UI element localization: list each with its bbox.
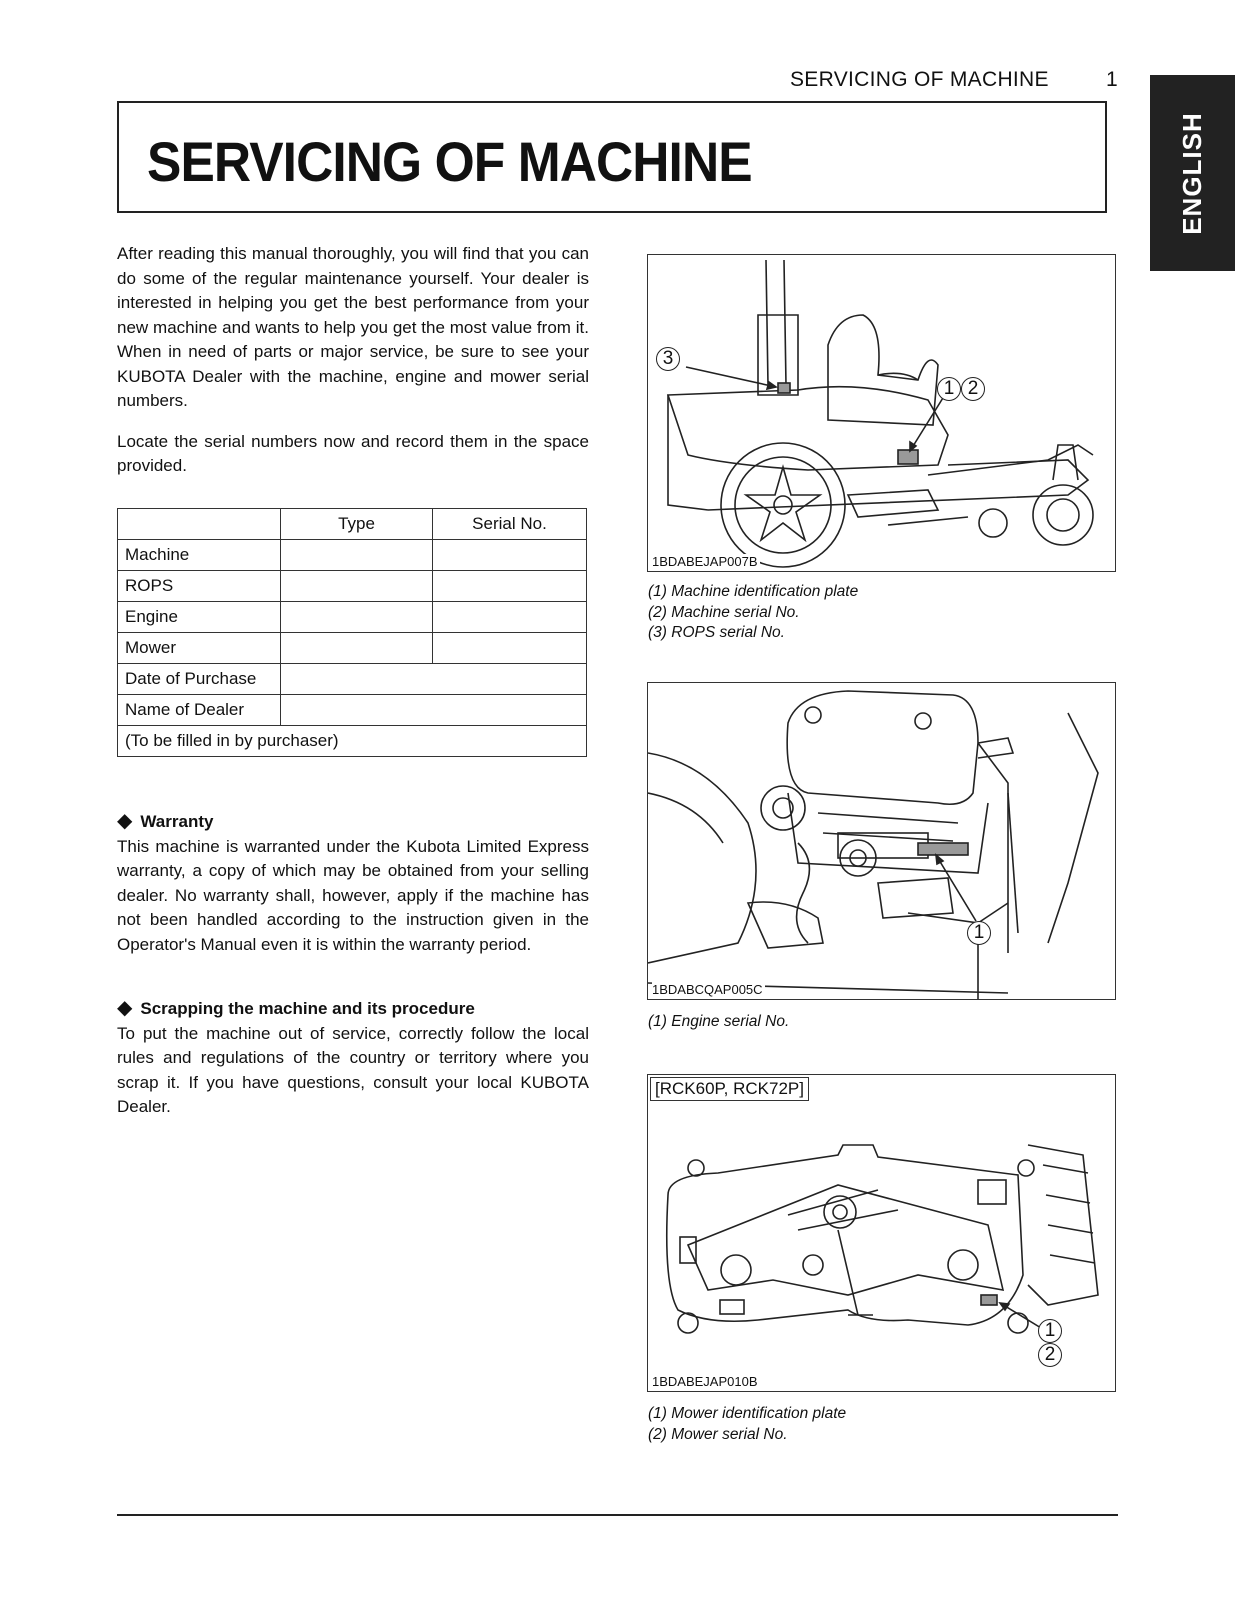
machine-serial-cell[interactable]: [433, 540, 587, 571]
running-title: SERVICING OF MACHINE: [790, 68, 1049, 91]
scrapping-heading-text: Scrapping the machine and its procedure: [140, 999, 475, 1018]
callout-2: 2: [1038, 1343, 1062, 1367]
figure-mower-caption: [648, 1404, 846, 1445]
callout-2: 2: [961, 377, 985, 401]
scrapping-heading: [117, 996, 589, 1022]
figure-mower: [647, 1074, 1116, 1392]
table-row: [118, 695, 587, 726]
figure-code: 1BDABEJAP010B: [652, 1374, 758, 1389]
caption-line: (2) Machine serial No.: [648, 603, 800, 621]
footer-rule: [117, 1514, 1118, 1516]
mower-serial-cell[interactable]: [433, 633, 587, 664]
callout-1: 1: [967, 921, 991, 945]
model-tag: [RCK60P, RCK72P]: [650, 1077, 809, 1101]
page-number: 1: [1106, 68, 1118, 91]
warranty-heading: [117, 809, 589, 835]
row-label-date: Date of Purchase: [118, 664, 281, 695]
diamond-bullet-icon: ◆: [117, 810, 133, 832]
dealer-name-cell[interactable]: [281, 695, 587, 726]
table-header-row: [118, 509, 587, 540]
table-row: [118, 726, 587, 757]
running-header: [790, 68, 1118, 92]
machine-illustration: [648, 255, 1116, 572]
column-header-type: Type: [281, 509, 433, 540]
callout-1: 1: [937, 377, 961, 401]
warranty-body: This machine is warranted under the Kubota Limited Express warranty, a copy of which may be obtained from your selling dealer. No warranty shall, however, apply if the machine has not been handled according to the instruction given in the Operator's Manual even it is within the warranty period.: [117, 836, 589, 954]
figure-code: 1BDABEJAP007B: [652, 554, 758, 569]
figure-engine: [647, 682, 1116, 1000]
rops-serial-cell[interactable]: [433, 571, 587, 602]
intro-paragraph-2: Locate the serial numbers now and record them in the space provided.: [117, 431, 589, 475]
warranty-heading-text: Warranty: [140, 812, 214, 831]
callout-3: 3: [656, 347, 680, 371]
row-label-mower: Mower: [118, 633, 281, 664]
mower-type-cell[interactable]: [281, 633, 433, 664]
table-row: [118, 540, 587, 571]
engine-illustration: [648, 683, 1116, 1000]
table-row: [118, 571, 587, 602]
intro-paragraph-1: After reading this manual thoroughly, you will find that you can do some of the regular maintenance yourself. Your dealer is interested in helping you get the best performance from your new machine and wants to help you get the most value from it. When in need of parts or major service, be sure to see your KUBOTA Dealer with the machine, engine and mower serial numbers.: [117, 244, 589, 410]
table-row: [118, 633, 587, 664]
caption-line: (2) Mower serial No.: [648, 1425, 788, 1443]
date-of-purchase-cell[interactable]: [281, 664, 587, 695]
caption-line: (1) Machine identification plate: [648, 583, 859, 600]
figure-machine: [647, 254, 1116, 572]
caption-line: (3) ROPS serial No.: [648, 624, 785, 641]
row-label-engine: Engine: [118, 602, 281, 633]
language-tab-label: ENGLISH: [1177, 111, 1208, 235]
row-label-machine: Machine: [118, 540, 281, 571]
machine-type-cell[interactable]: [281, 540, 433, 571]
table-cell[interactable]: [118, 509, 281, 540]
table-note: (To be filled in by purchaser): [118, 726, 587, 757]
figure-machine-caption: [648, 582, 858, 644]
page-title: SERVICING OF MACHINE: [147, 130, 752, 193]
warranty-section: [117, 809, 589, 957]
figure-engine-caption: [648, 1012, 789, 1033]
scrapping-body: To put the machine out of service, correctly follow the local rules and regulations of the country or territory where you scrap it. If you have questions, consult your local KUBOTA Dealer.: [117, 1023, 589, 1116]
row-label-rops: ROPS: [118, 571, 281, 602]
table-row: [118, 602, 587, 633]
callout-1: 1: [1038, 1319, 1062, 1343]
intro-section: [117, 242, 589, 479]
diamond-bullet-icon: ◆: [117, 997, 133, 1019]
serial-number-table: [117, 508, 587, 757]
figure-code: 1BDABCQAP005C: [652, 982, 763, 997]
table-row: [118, 664, 587, 695]
column-header-serial: Serial No.: [433, 509, 587, 540]
language-tab: [1150, 75, 1235, 271]
scrapping-section: [117, 996, 589, 1120]
caption-line: (1) Engine serial No.: [648, 1013, 790, 1030]
engine-type-cell[interactable]: [281, 602, 433, 633]
title-box: [117, 101, 1107, 213]
caption-line: (1) Mower identification plate: [648, 1405, 847, 1422]
rops-type-cell[interactable]: [281, 571, 433, 602]
engine-serial-cell[interactable]: [433, 602, 587, 633]
row-label-dealer: Name of Dealer: [118, 695, 281, 726]
